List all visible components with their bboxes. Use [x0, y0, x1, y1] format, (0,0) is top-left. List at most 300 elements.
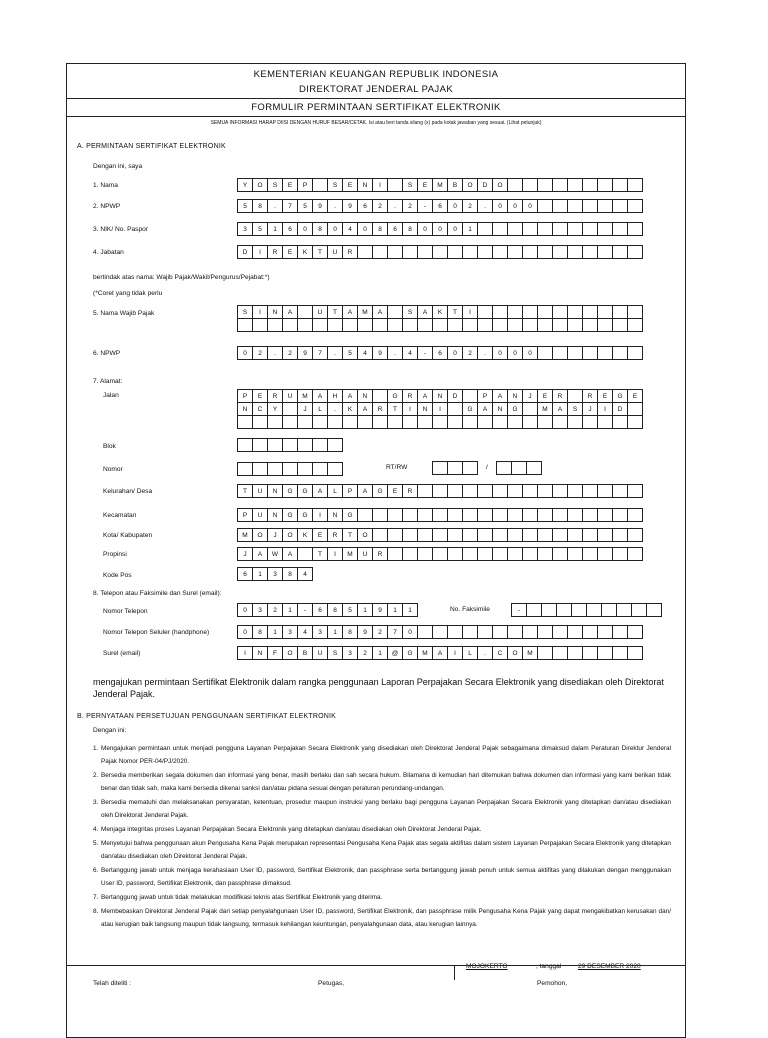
char-box[interactable]: 4	[297, 625, 313, 639]
char-box[interactable]: D	[612, 402, 628, 416]
char-box[interactable]	[522, 625, 538, 639]
char-box[interactable]	[417, 508, 433, 522]
char-box[interactable]	[507, 528, 523, 542]
char-box[interactable]: .	[267, 199, 283, 213]
char-box[interactable]: Y	[237, 178, 253, 192]
char-box[interactable]	[582, 199, 598, 213]
char-box[interactable]	[417, 528, 433, 542]
char-box[interactable]: G	[372, 484, 388, 498]
char-box[interactable]: 2	[402, 199, 418, 213]
char-box[interactable]: M	[357, 305, 373, 319]
char-box[interactable]	[552, 222, 568, 236]
char-box[interactable]: .	[327, 346, 343, 360]
char-box[interactable]	[387, 547, 403, 561]
nik-field[interactable]	[237, 222, 643, 236]
char-box[interactable]	[372, 389, 388, 403]
char-box[interactable]: 8	[282, 567, 298, 581]
char-box[interactable]: 1	[267, 625, 283, 639]
char-box[interactable]: J	[237, 547, 253, 561]
char-box[interactable]	[537, 547, 553, 561]
char-box[interactable]	[372, 245, 388, 259]
char-box[interactable]	[612, 199, 628, 213]
char-box[interactable]: 1	[327, 625, 343, 639]
char-box[interactable]: .	[327, 402, 343, 416]
char-box[interactable]: G	[402, 646, 418, 660]
char-box[interactable]: 0	[237, 625, 253, 639]
char-box[interactable]: N	[267, 305, 283, 319]
char-box[interactable]	[537, 222, 553, 236]
char-box[interactable]	[586, 603, 602, 617]
char-box[interactable]: 6	[357, 199, 373, 213]
rt-field[interactable]	[432, 461, 478, 475]
char-box[interactable]	[417, 415, 433, 429]
char-box[interactable]	[597, 625, 613, 639]
char-box[interactable]: -	[297, 603, 313, 617]
char-box[interactable]: 5	[252, 222, 268, 236]
char-box[interactable]	[537, 346, 553, 360]
char-box[interactable]: I	[372, 178, 388, 192]
char-box[interactable]: L	[462, 646, 478, 660]
char-box[interactable]: T	[342, 528, 358, 542]
char-box[interactable]	[597, 199, 613, 213]
char-box[interactable]	[612, 528, 628, 542]
char-box[interactable]	[282, 415, 298, 429]
char-box[interactable]	[627, 245, 643, 259]
char-box[interactable]	[477, 415, 493, 429]
char-box[interactable]	[477, 625, 493, 639]
char-box[interactable]	[402, 508, 418, 522]
char-box[interactable]	[537, 528, 553, 542]
char-box[interactable]	[522, 245, 538, 259]
char-box[interactable]	[582, 547, 598, 561]
char-box[interactable]: B	[297, 646, 313, 660]
char-box[interactable]: 2	[372, 199, 388, 213]
char-box[interactable]	[462, 625, 478, 639]
char-box[interactable]	[402, 318, 418, 332]
char-box[interactable]	[447, 318, 463, 332]
char-box[interactable]: 0	[237, 603, 253, 617]
char-box[interactable]: -	[417, 346, 433, 360]
char-box[interactable]	[522, 305, 538, 319]
char-box[interactable]	[402, 528, 418, 542]
char-box[interactable]	[507, 547, 523, 561]
char-box[interactable]: R	[327, 528, 343, 542]
char-box[interactable]	[627, 508, 643, 522]
jalan-field-line3[interactable]	[237, 415, 643, 429]
char-box[interactable]: 3	[267, 567, 283, 581]
char-box[interactable]: A	[372, 305, 388, 319]
jalan-field-line1[interactable]	[237, 389, 643, 403]
char-box[interactable]	[237, 438, 253, 452]
char-box[interactable]	[522, 178, 538, 192]
char-box[interactable]: G	[282, 484, 298, 498]
char-box[interactable]: 9	[312, 199, 328, 213]
char-box[interactable]: O	[252, 178, 268, 192]
char-box[interactable]	[567, 484, 583, 498]
jabatan-field[interactable]	[237, 245, 643, 259]
char-box[interactable]: E	[282, 178, 298, 192]
char-box[interactable]	[552, 625, 568, 639]
char-box[interactable]: K	[297, 245, 313, 259]
char-box[interactable]: A	[282, 305, 298, 319]
char-box[interactable]: A	[432, 646, 448, 660]
char-box[interactable]	[537, 646, 553, 660]
char-box[interactable]	[237, 415, 253, 429]
char-box[interactable]	[552, 178, 568, 192]
char-box[interactable]	[612, 646, 628, 660]
char-box[interactable]	[312, 415, 328, 429]
char-box[interactable]: 8	[342, 625, 358, 639]
char-box[interactable]	[567, 305, 583, 319]
char-box[interactable]	[312, 462, 328, 476]
char-box[interactable]: @	[387, 646, 403, 660]
char-box[interactable]	[567, 415, 583, 429]
char-box[interactable]: A	[492, 389, 508, 403]
char-box[interactable]: M	[537, 402, 553, 416]
char-box[interactable]	[612, 222, 628, 236]
char-box[interactable]	[492, 484, 508, 498]
char-box[interactable]: 6	[432, 346, 448, 360]
char-box[interactable]: 0	[507, 199, 523, 213]
char-box[interactable]: M	[432, 178, 448, 192]
char-box[interactable]: C	[492, 646, 508, 660]
char-box[interactable]	[522, 528, 538, 542]
char-box[interactable]	[552, 646, 568, 660]
char-box[interactable]	[477, 305, 493, 319]
char-box[interactable]: J	[522, 389, 538, 403]
char-box[interactable]	[372, 508, 388, 522]
char-box[interactable]: T	[447, 305, 463, 319]
char-box[interactable]: T	[312, 547, 328, 561]
char-box[interactable]: T	[312, 245, 328, 259]
char-box[interactable]	[312, 178, 328, 192]
char-box[interactable]: .	[477, 646, 493, 660]
char-box[interactable]	[267, 462, 283, 476]
char-box[interactable]: E	[312, 528, 328, 542]
char-box[interactable]	[327, 438, 343, 452]
char-box[interactable]: 8	[252, 199, 268, 213]
char-box[interactable]: 8	[312, 222, 328, 236]
char-box[interactable]	[462, 461, 478, 475]
char-box[interactable]: J	[297, 402, 313, 416]
char-box[interactable]: -	[417, 199, 433, 213]
char-box[interactable]	[327, 415, 343, 429]
char-box[interactable]: U	[327, 245, 343, 259]
char-box[interactable]: 0	[447, 346, 463, 360]
char-box[interactable]	[477, 547, 493, 561]
char-box[interactable]: 2	[252, 346, 268, 360]
char-box[interactable]	[372, 318, 388, 332]
char-box[interactable]: N	[252, 646, 268, 660]
char-box[interactable]	[492, 508, 508, 522]
char-box[interactable]	[297, 318, 313, 332]
char-box[interactable]	[597, 528, 613, 542]
char-box[interactable]: P	[237, 389, 253, 403]
char-box[interactable]: 3	[312, 625, 328, 639]
char-box[interactable]: 2	[267, 603, 283, 617]
char-box[interactable]: S	[567, 402, 583, 416]
char-box[interactable]	[597, 346, 613, 360]
char-box[interactable]: R	[342, 245, 358, 259]
char-box[interactable]	[462, 484, 478, 498]
char-box[interactable]	[507, 415, 523, 429]
char-box[interactable]: 6	[282, 222, 298, 236]
char-box[interactable]: N	[267, 508, 283, 522]
char-box[interactable]	[477, 222, 493, 236]
char-box[interactable]	[537, 415, 553, 429]
char-box[interactable]	[432, 508, 448, 522]
char-box[interactable]: R	[582, 389, 598, 403]
char-box[interactable]	[541, 603, 557, 617]
char-box[interactable]	[537, 508, 553, 522]
char-box[interactable]: S	[237, 305, 253, 319]
char-box[interactable]	[522, 318, 538, 332]
char-box[interactable]	[616, 603, 632, 617]
char-box[interactable]: D	[237, 245, 253, 259]
char-box[interactable]: L	[327, 484, 343, 498]
char-box[interactable]	[387, 178, 403, 192]
char-box[interactable]: R	[372, 402, 388, 416]
char-box[interactable]: M	[342, 547, 358, 561]
char-box[interactable]: R	[402, 389, 418, 403]
rw-field[interactable]	[496, 461, 542, 475]
char-box[interactable]	[567, 178, 583, 192]
char-box[interactable]	[612, 305, 628, 319]
char-box[interactable]	[492, 415, 508, 429]
char-box[interactable]	[612, 484, 628, 498]
char-box[interactable]	[552, 199, 568, 213]
char-box[interactable]	[627, 199, 643, 213]
char-box[interactable]	[492, 222, 508, 236]
char-box[interactable]: 0	[432, 222, 448, 236]
char-box[interactable]: .	[387, 346, 403, 360]
char-box[interactable]	[597, 646, 613, 660]
char-box[interactable]	[312, 318, 328, 332]
char-box[interactable]	[477, 318, 493, 332]
char-box[interactable]	[597, 547, 613, 561]
char-box[interactable]: D	[477, 178, 493, 192]
char-box[interactable]: G	[282, 508, 298, 522]
char-box[interactable]	[582, 222, 598, 236]
char-box[interactable]: S	[402, 178, 418, 192]
char-box[interactable]: 5	[297, 199, 313, 213]
char-box[interactable]: E	[387, 484, 403, 498]
char-box[interactable]	[627, 547, 643, 561]
char-box[interactable]: E	[627, 389, 643, 403]
char-box[interactable]: K	[297, 528, 313, 542]
char-box[interactable]	[432, 484, 448, 498]
char-box[interactable]	[357, 508, 373, 522]
char-box[interactable]: A	[477, 402, 493, 416]
char-box[interactable]	[511, 461, 527, 475]
char-box[interactable]: G	[612, 389, 628, 403]
char-box[interactable]: 1	[402, 603, 418, 617]
char-box[interactable]	[597, 178, 613, 192]
char-box[interactable]	[627, 625, 643, 639]
char-box[interactable]	[297, 547, 313, 561]
char-box[interactable]: P	[342, 484, 358, 498]
char-box[interactable]	[552, 508, 568, 522]
wajib-pajak-field-line2[interactable]	[237, 318, 643, 332]
char-box[interactable]	[582, 415, 598, 429]
char-box[interactable]: I	[327, 547, 343, 561]
char-box[interactable]: T	[387, 402, 403, 416]
char-box[interactable]	[537, 318, 553, 332]
char-box[interactable]: 9	[342, 199, 358, 213]
char-box[interactable]: O	[357, 528, 373, 542]
char-box[interactable]	[582, 528, 598, 542]
char-box[interactable]: 6	[312, 603, 328, 617]
char-box[interactable]	[597, 318, 613, 332]
char-box[interactable]	[297, 305, 313, 319]
char-box[interactable]: 0	[417, 222, 433, 236]
char-box[interactable]: A	[342, 389, 358, 403]
char-box[interactable]: A	[312, 389, 328, 403]
char-box[interactable]: S	[267, 178, 283, 192]
char-box[interactable]	[582, 625, 598, 639]
char-box[interactable]	[627, 318, 643, 332]
char-box[interactable]: J	[267, 528, 283, 542]
char-box[interactable]: J	[582, 402, 598, 416]
char-box[interactable]	[612, 178, 628, 192]
char-box[interactable]	[462, 415, 478, 429]
propinsi-field[interactable]	[237, 547, 643, 561]
char-box[interactable]: E	[537, 389, 553, 403]
char-box[interactable]: I	[237, 646, 253, 660]
char-box[interactable]	[252, 318, 268, 332]
char-box[interactable]: 4	[342, 222, 358, 236]
char-box[interactable]: U	[282, 389, 298, 403]
char-box[interactable]: T	[327, 305, 343, 319]
char-box[interactable]	[567, 528, 583, 542]
char-box[interactable]	[597, 305, 613, 319]
blok-field[interactable]	[237, 438, 343, 452]
char-box[interactable]	[612, 245, 628, 259]
char-box[interactable]	[252, 415, 268, 429]
char-box[interactable]: G	[462, 402, 478, 416]
kelurahan-field[interactable]	[237, 484, 643, 498]
char-box[interactable]	[597, 484, 613, 498]
char-box[interactable]: 1	[357, 603, 373, 617]
char-box[interactable]: M	[237, 528, 253, 542]
char-box[interactable]: M	[297, 389, 313, 403]
char-box[interactable]: 0	[297, 222, 313, 236]
char-box[interactable]: Y	[267, 402, 283, 416]
char-box[interactable]	[432, 318, 448, 332]
char-box[interactable]: O	[507, 646, 523, 660]
char-box[interactable]: O	[282, 646, 298, 660]
char-box[interactable]: O	[492, 178, 508, 192]
char-box[interactable]: I	[447, 646, 463, 660]
char-box[interactable]	[402, 415, 418, 429]
char-box[interactable]	[342, 318, 358, 332]
char-box[interactable]: D	[447, 389, 463, 403]
char-box[interactable]	[552, 547, 568, 561]
char-box[interactable]	[417, 484, 433, 498]
char-box[interactable]: P	[297, 178, 313, 192]
char-box[interactable]: 3	[252, 603, 268, 617]
char-box[interactable]	[646, 603, 662, 617]
handphone-field[interactable]	[237, 625, 643, 639]
npwp2-field[interactable]	[237, 346, 643, 360]
char-box[interactable]	[522, 508, 538, 522]
char-box[interactable]: O	[462, 178, 478, 192]
char-box[interactable]: 6	[387, 222, 403, 236]
char-box[interactable]: 2	[372, 625, 388, 639]
char-box[interactable]	[282, 438, 298, 452]
telepon-field[interactable]	[237, 603, 418, 617]
char-box[interactable]: 0	[237, 346, 253, 360]
char-box[interactable]	[462, 245, 478, 259]
char-box[interactable]: S	[402, 305, 418, 319]
char-box[interactable]: U	[252, 484, 268, 498]
kode-pos-field[interactable]	[237, 567, 313, 581]
char-box[interactable]: 8	[402, 222, 418, 236]
char-box[interactable]: I	[252, 305, 268, 319]
char-box[interactable]	[462, 508, 478, 522]
char-box[interactable]	[627, 528, 643, 542]
char-box[interactable]: E	[282, 245, 298, 259]
char-box[interactable]	[597, 245, 613, 259]
char-box[interactable]	[312, 438, 328, 452]
char-box[interactable]	[537, 178, 553, 192]
char-box[interactable]: G	[342, 508, 358, 522]
char-box[interactable]	[432, 547, 448, 561]
char-box[interactable]: .	[477, 346, 493, 360]
char-box[interactable]: O	[282, 528, 298, 542]
char-box[interactable]: O	[252, 528, 268, 542]
char-box[interactable]	[327, 462, 343, 476]
char-box[interactable]	[447, 508, 463, 522]
char-box[interactable]	[372, 415, 388, 429]
char-box[interactable]: 8	[372, 222, 388, 236]
char-box[interactable]	[507, 625, 523, 639]
char-box[interactable]: .	[267, 346, 283, 360]
char-box[interactable]: 9	[372, 346, 388, 360]
char-box[interactable]: P	[237, 508, 253, 522]
char-box[interactable]: E	[342, 178, 358, 192]
char-box[interactable]: .	[327, 199, 343, 213]
char-box[interactable]: M	[522, 646, 538, 660]
char-box[interactable]	[507, 178, 523, 192]
char-box[interactable]	[492, 547, 508, 561]
char-box[interactable]: 3	[237, 222, 253, 236]
char-box[interactable]: R	[267, 389, 283, 403]
char-box[interactable]	[387, 305, 403, 319]
char-box[interactable]: U	[357, 547, 373, 561]
char-box[interactable]	[612, 547, 628, 561]
char-box[interactable]: 0	[522, 346, 538, 360]
char-box[interactable]: 2	[282, 346, 298, 360]
char-box[interactable]: C	[252, 402, 268, 416]
char-box[interactable]	[342, 415, 358, 429]
wajib-pajak-field[interactable]	[237, 305, 643, 319]
char-box[interactable]	[597, 415, 613, 429]
char-box[interactable]: 0	[492, 199, 508, 213]
char-box[interactable]: A	[342, 305, 358, 319]
char-box[interactable]	[477, 245, 493, 259]
char-box[interactable]	[582, 646, 598, 660]
char-box[interactable]: 1	[462, 222, 478, 236]
char-box[interactable]	[496, 461, 512, 475]
char-box[interactable]	[507, 245, 523, 259]
char-box[interactable]	[612, 625, 628, 639]
char-box[interactable]	[432, 625, 448, 639]
char-box[interactable]	[402, 245, 418, 259]
char-box[interactable]: 3	[342, 646, 358, 660]
char-box[interactable]	[552, 305, 568, 319]
char-box[interactable]	[357, 245, 373, 259]
